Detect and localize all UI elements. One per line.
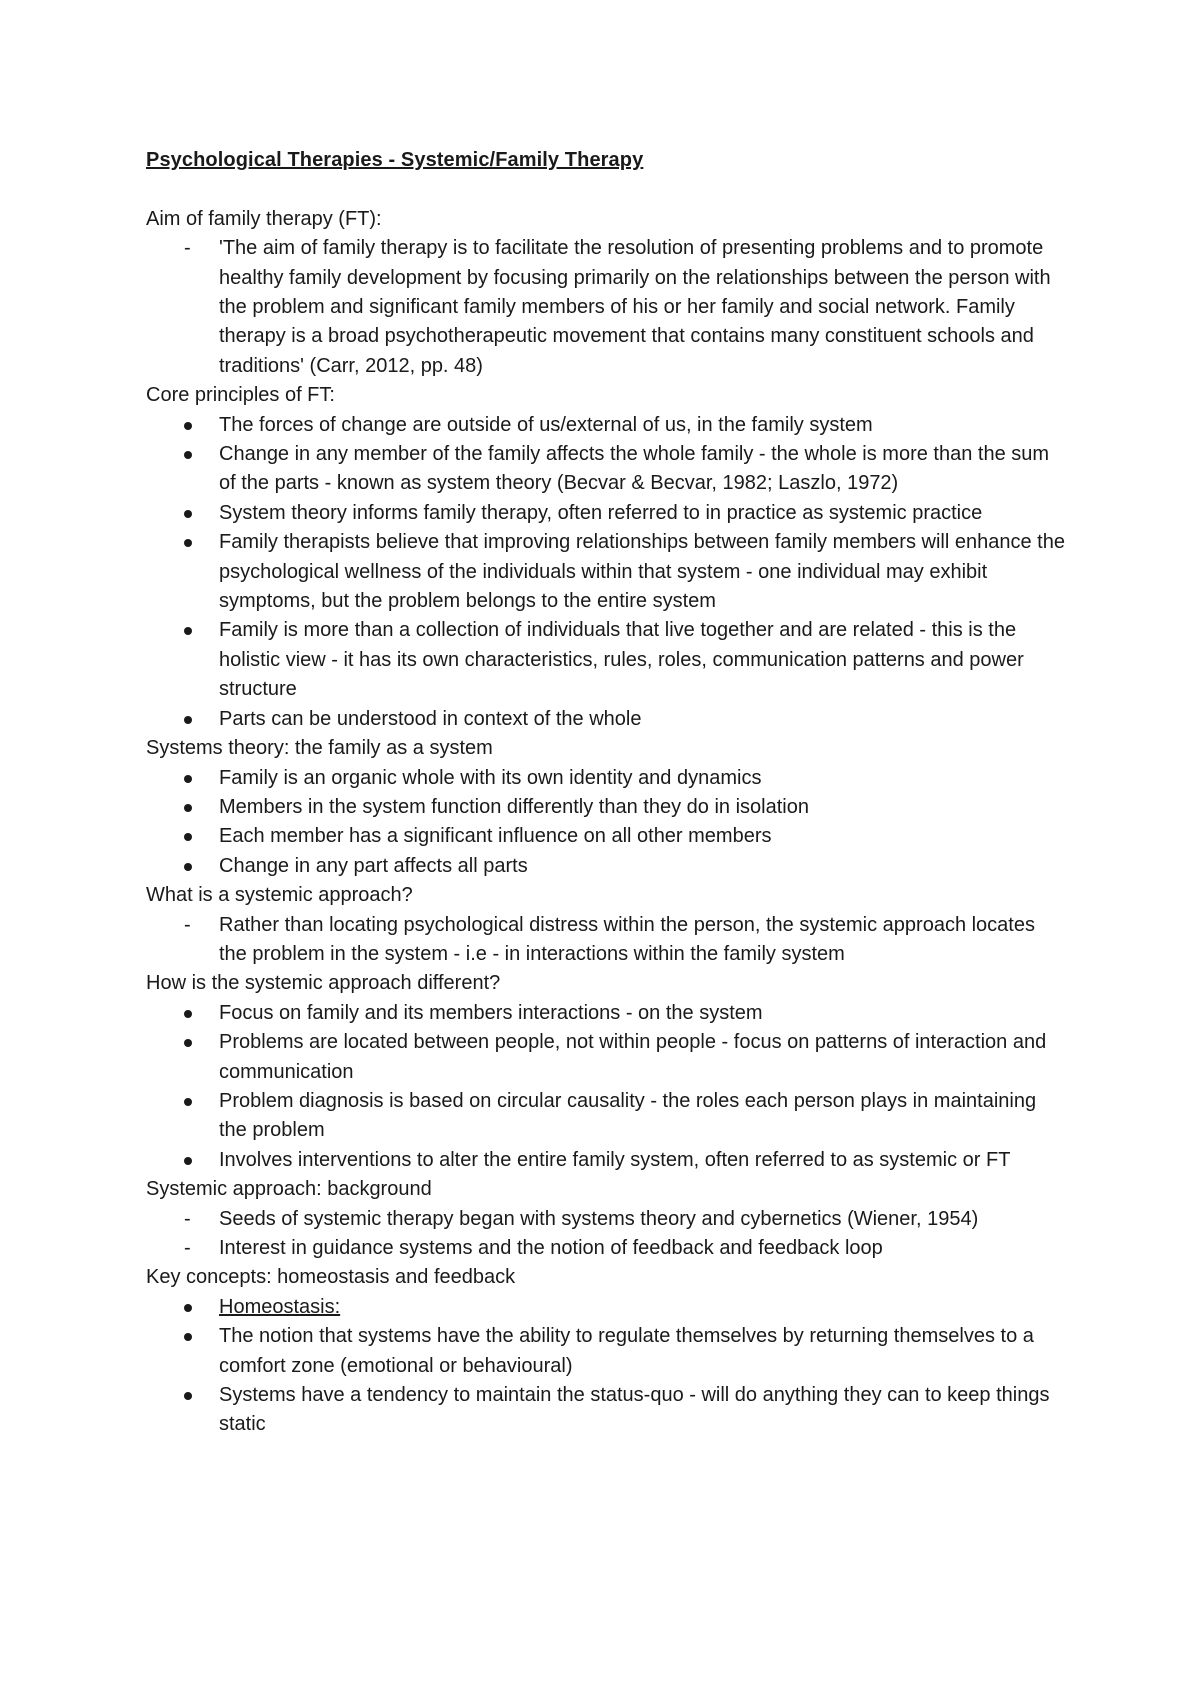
- list-item: [146, 793, 1066, 822]
- list-item-text: Seeds of systemic therapy began with systems theory and cybernetics (Wiener, 1954): [219, 1207, 979, 1230]
- list-item: [146, 1028, 1066, 1087]
- list-item: [146, 1146, 1066, 1175]
- list-item: [146, 705, 1066, 734]
- list-item-text: Family therapists believe that improving relationships between family members will enhance the psychological wellness of the individuals within that system - one individual may exhibit symptoms, but the problem belongs to the entire system: [219, 531, 1065, 613]
- dash-list: [146, 911, 1066, 970]
- list-item-text: System theory informs family therapy, often referred to in practice as systemic practice: [219, 501, 983, 524]
- bullet-marker: [184, 1392, 192, 1400]
- bullet-marker: [184, 1098, 192, 1106]
- section-key-concepts: [146, 1263, 1066, 1439]
- list-item: [146, 1381, 1066, 1440]
- bullet-list: [146, 999, 1066, 1175]
- dash-list: [146, 234, 1066, 381]
- list-item-text: Parts can be understood in context of the whole: [219, 707, 642, 730]
- list-item-text: Involves interventions to alter the entire family system, often referred to as systemic or FT: [219, 1148, 1011, 1171]
- list-item-text: Family is more than a collection of individuals that live together and are related - this is the holistic view - it has its own characteristics, rules, roles, communication patterns and power structure: [219, 619, 1024, 701]
- bullet-marker: [184, 1039, 192, 1047]
- list-item: [146, 1322, 1066, 1381]
- document-body: [146, 146, 1066, 1440]
- bullet-marker: [184, 833, 192, 841]
- section-heading: Systems theory: the family as a system: [146, 737, 493, 760]
- bullet-marker: [184, 451, 192, 459]
- list-item-text: The notion that systems have the ability to regulate themselves by returning themselves to a comfort zone (emotional or behavioural): [219, 1325, 1034, 1377]
- bullet-marker: [184, 716, 192, 724]
- bullet-marker: [184, 627, 192, 635]
- list-item-text: Problems are located between people, not within people - focus on patterns of interaction and communication: [219, 1031, 1047, 1083]
- list-item: [146, 1293, 1066, 1322]
- section-heading: How is the systemic approach different?: [146, 972, 501, 995]
- list-item-text: Change in any member of the family affects the whole family - the whole is more than the sum of the parts - known as system theory (Becvar & Becvar, 1982; Laszlo, 1972): [219, 443, 1050, 495]
- list-item: [146, 1234, 1066, 1263]
- section-heading: Systemic approach: background: [146, 1178, 432, 1201]
- list-item-text: Interest in guidance systems and the notion of feedback and feedback loop: [219, 1237, 883, 1259]
- list-item: [146, 852, 1066, 881]
- bullet-list: [146, 411, 1066, 734]
- dash-marker: -: [184, 1237, 191, 1259]
- bullet-marker: [184, 422, 192, 430]
- list-item: [146, 999, 1066, 1028]
- bullet-list: [146, 764, 1066, 882]
- section-how-different: [146, 969, 1066, 1175]
- dash-marker: -: [184, 913, 191, 936]
- list-item: [146, 234, 1066, 381]
- list-item-text: Members in the system function differently than they do in isolation: [219, 795, 809, 818]
- list-item-text: Rather than locating psychological distress within the person, the systemic approach locates the problem in the system - i.e - in interactions within the family system: [219, 913, 1035, 965]
- list-item: [146, 440, 1066, 499]
- list-item-text: Problem diagnosis is based on circular causality - the roles each person plays in maintaining the problem: [219, 1089, 1037, 1142]
- dash-marker: -: [184, 1207, 191, 1230]
- dash-marker: -: [184, 237, 191, 260]
- list-item-text: 'The aim of family therapy is to facilitate the resolution of presenting problems and to promote healthy family development by focusing primarily on the relationships between the person with the problem and significant family members of his or her family and social network. Family therapy is a broad psychotherapeutic movement that contains many constituent schools and traditions' (Carr, 2012, pp. 48): [219, 237, 1051, 377]
- list-item-text: Focus on family and its members interactions - on the system: [219, 1001, 763, 1024]
- list-item-text: The forces of change are outside of us/external of us, in the family system: [219, 413, 873, 436]
- dash-list: [146, 1205, 1066, 1264]
- list-item: [146, 528, 1066, 616]
- list-item: [146, 1205, 1066, 1234]
- list-item-text: Homeostasis:: [219, 1295, 341, 1318]
- list-item: [146, 822, 1066, 851]
- list-item: [146, 764, 1066, 793]
- bullet-marker: [184, 510, 192, 518]
- bullet-marker: [184, 1157, 192, 1165]
- bullet-marker: [184, 539, 192, 547]
- section-core-principles: [146, 381, 1066, 734]
- bullet-list: [146, 1293, 1066, 1440]
- section-heading: What is a systemic approach?: [146, 884, 413, 907]
- bullet-marker: [184, 863, 192, 871]
- list-item: [146, 616, 1066, 704]
- bullet-marker: [184, 1333, 192, 1341]
- list-item-text: Each member has a significant influence on all other members: [219, 825, 772, 848]
- list-item-text: Systems have a tendency to maintain the status-quo - will do anything they can to keep things static: [219, 1384, 1050, 1436]
- bullet-marker: [184, 804, 192, 812]
- bullet-marker: [184, 775, 192, 783]
- section-systems-theory: [146, 734, 1066, 881]
- list-item: [146, 911, 1066, 970]
- section-heading: Aim of family therapy (FT):: [146, 207, 382, 230]
- section-what-is-systemic: [146, 881, 1066, 969]
- bullet-marker: [184, 1010, 192, 1018]
- section-heading: Core principles of FT:: [146, 384, 335, 407]
- section-heading: Key concepts: homeostasis and feedback: [146, 1266, 516, 1289]
- list-item-text: Change in any part affects all parts: [219, 854, 528, 877]
- list-item-text: Family is an organic whole with its own identity and dynamics: [219, 766, 762, 789]
- list-item: [146, 499, 1066, 528]
- document-title: Psychological Therapies - Systemic/Family Therapy: [146, 149, 644, 171]
- blank-line: [146, 175, 1066, 204]
- list-item: [146, 411, 1066, 440]
- section-background: [146, 1175, 1066, 1263]
- bullet-marker: [184, 1304, 192, 1312]
- section-aim: [146, 205, 1066, 381]
- list-item: [146, 1087, 1066, 1146]
